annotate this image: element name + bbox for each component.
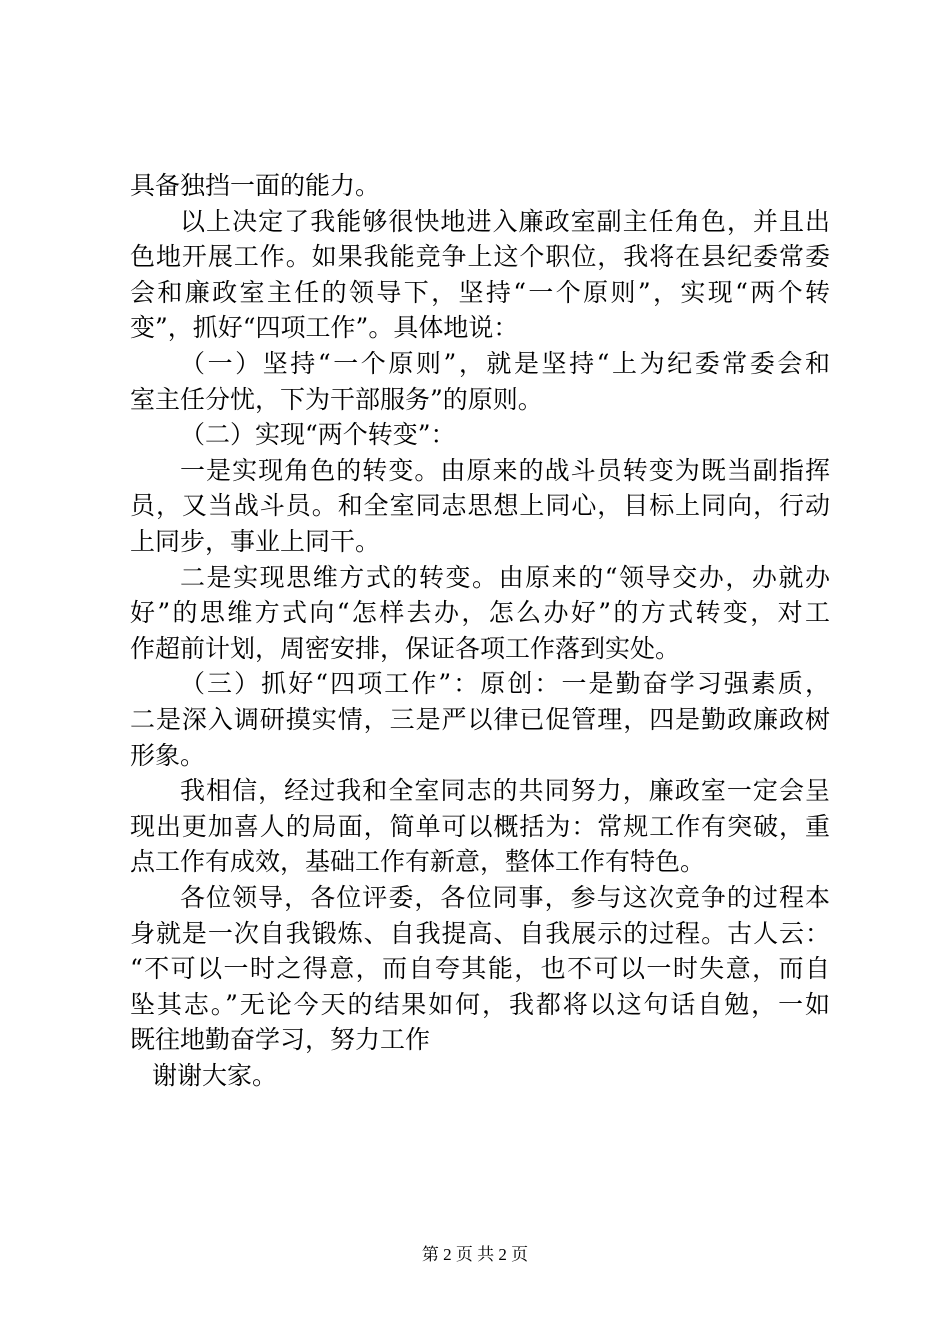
paragraph-line: 一是实现角色的转变。由原来的战斗员转变为既当副指挥 xyxy=(180,455,830,485)
paragraph-line: 以上决定了我能够很快地进入廉政室副主任角色，并且出 xyxy=(180,206,830,236)
paragraph-line: 具备独挡一面的能力。 xyxy=(130,171,381,200)
paragraph-line: 点工作有成效，基础工作有新意，整体工作有特色。 xyxy=(130,847,706,877)
paragraph-line: 室主任分忧，下为干部服务”的原则。 xyxy=(130,384,543,414)
paragraph-line: 谢谢大家。 xyxy=(152,1061,278,1090)
paragraph-line: （一）坚持“一个原则”，就是坚持“上为纪委常委会和 xyxy=(180,349,830,378)
paragraph-line: 形象。 xyxy=(130,740,206,770)
paragraph-line: “不可以一时之得意，而自夸其能，也不可以一时失意，而自 xyxy=(130,954,830,984)
paragraph-line: 会和廉政室主任的领导下，坚持“一个原则”，实现“两个转 xyxy=(130,277,830,307)
paragraph-line: （二）实现“两个转变”： xyxy=(180,420,456,450)
paragraph-line: 二是实现思维方式的转变。由原来的“领导交办，办就办 xyxy=(180,562,830,592)
paragraph-line: 员，又当战斗员。和全室同志思想上同心，目标上同向，行动 xyxy=(130,491,830,521)
paragraph-line: 二是深入调研摸实情，三是严以律已促管理，四是勤政廉政树 xyxy=(130,705,830,734)
paragraph-line: 现出更加喜人的局面，简单可以概括为：常规工作有突破，重 xyxy=(130,811,830,841)
paragraph-line: 色地开展工作。如果我能竞争上这个职位，我将在县纪委常委 xyxy=(130,242,830,272)
paragraph-line: （三）抓好“四项工作”：原创：一是勤奋学习强素质， xyxy=(180,669,830,699)
paragraph-line: 身就是一次自我锻炼、自我提高、自我展示的过程。古人云： xyxy=(130,918,830,948)
paragraph-line: 坠其志。”无论今天的结果如何，我都将以这句话自勉，一如 xyxy=(130,989,830,1019)
page-number-footer: 第 2 页 共 2 页 xyxy=(421,1245,529,1264)
paragraph-line: 各位领导，各位评委，各位同事，参与这次竞争的过程本 xyxy=(180,883,830,912)
paragraph-line: 好”的思维方式向“怎样去办，怎么办好”的方式转变，对工 xyxy=(130,598,830,628)
paragraph-line: 我相信，经过我和全室同志的共同努力，廉政室一定会呈 xyxy=(180,776,830,806)
paragraph-line: 上同步，事业上同干。 xyxy=(130,527,381,556)
paragraph-line: 变”，抓好“四项工作”。具体地说： xyxy=(130,313,519,343)
paragraph-line: 作超前计划，周密安排，保证各项工作落到实处。 xyxy=(130,633,681,663)
paragraph-line: 既往地勤奋学习，努力工作 xyxy=(130,1025,431,1055)
